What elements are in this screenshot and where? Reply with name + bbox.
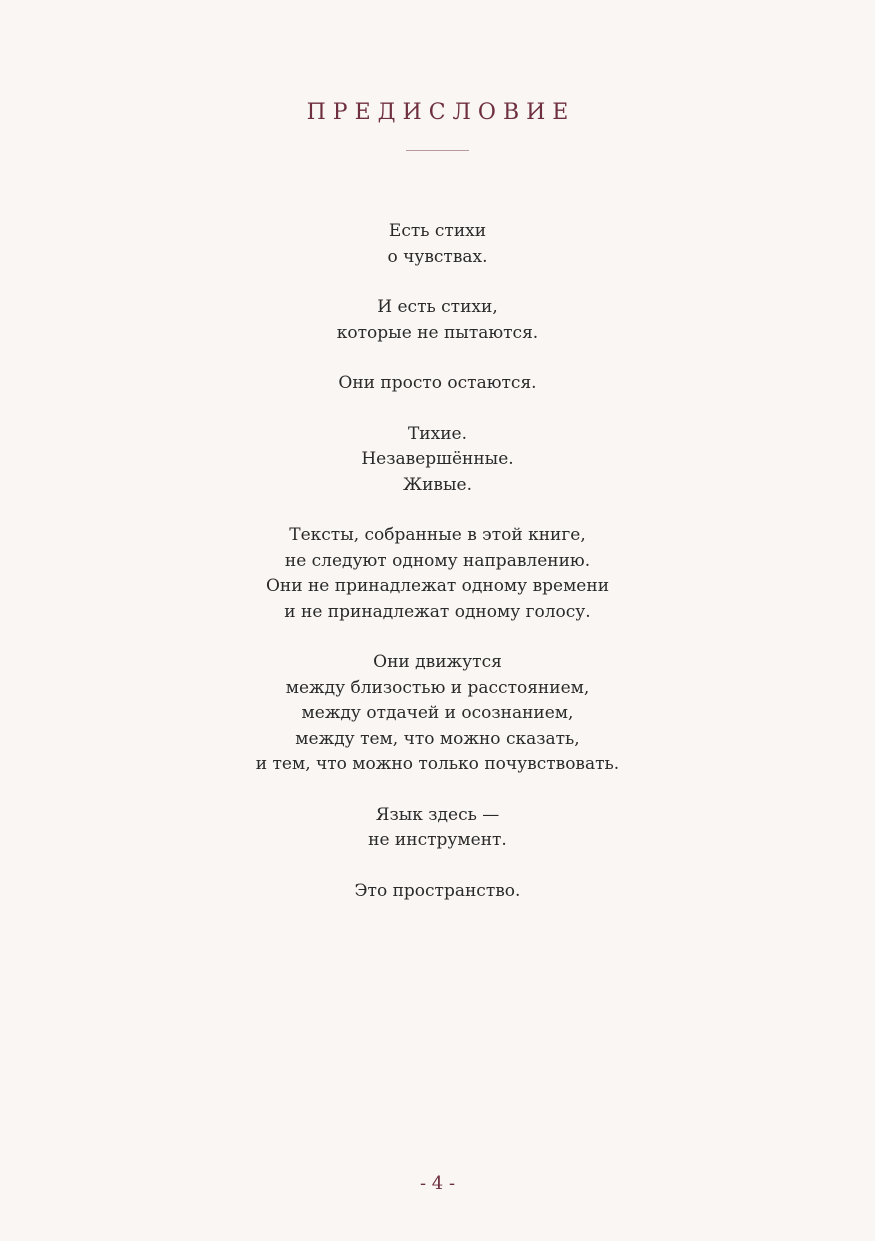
poem-line: Они движутся [373, 652, 502, 672]
poem-line: не следуют одному направлению. [284, 550, 591, 571]
poem-line: И есть стихи, [377, 297, 498, 317]
poem-line: и тем, что можно только почувствовать. [255, 754, 620, 774]
poem-line: Тихие. [407, 423, 468, 444]
poem-line: между отдачей и осознанием, [301, 703, 574, 723]
poem-line: Они просто остаются. [338, 373, 537, 393]
title-divider [406, 150, 469, 151]
poem-line: Это пространство. [354, 880, 521, 901]
stanza [0, 523, 875, 625]
poem-line: о чувствах. [387, 246, 488, 267]
stanza [0, 219, 875, 270]
stanza [0, 879, 875, 905]
preface-text [0, 219, 875, 929]
stanza [0, 803, 875, 854]
stanza [0, 650, 875, 778]
poem-line: Есть стихи [388, 221, 487, 241]
poem-line: не инструмент. [368, 830, 507, 850]
page-number: - 4 - [419, 1173, 456, 1194]
poem-line: Живые. [403, 474, 472, 495]
page-title: ПРЕДИСЛОВИЕ [306, 100, 576, 125]
poem-line: Незавершённые. [361, 449, 514, 469]
poem-line: Язык здесь — [375, 804, 500, 825]
stanza [0, 371, 875, 397]
poem-line: Они не принадлежат одному времени [265, 576, 610, 596]
poem-line: между близостью и расстоянием, [285, 677, 590, 698]
poem-line: и не принадлежат одному голосу. [284, 601, 591, 622]
stanza [0, 422, 875, 499]
stanza [0, 295, 875, 346]
poem-line: которые не пытаются. [336, 322, 539, 343]
poem-line: между тем, что можно сказать, [295, 728, 580, 749]
poem-line: Тексты, собранные в этой книге, [289, 525, 586, 545]
